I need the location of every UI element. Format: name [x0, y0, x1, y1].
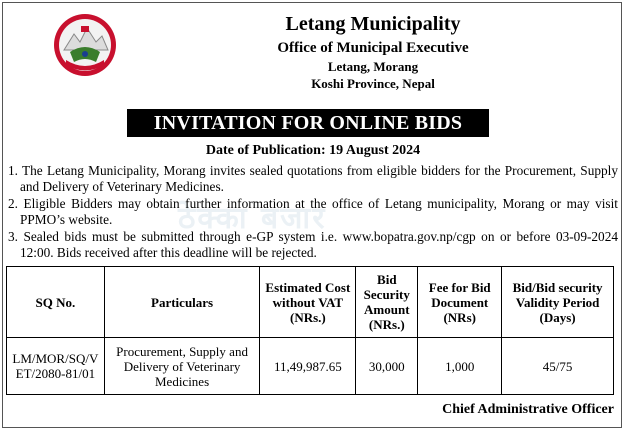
cell-validity: 45/75: [502, 338, 614, 395]
column-header-bid-security: Bid Security Amount (NRs.): [356, 267, 418, 338]
cell-bid-security: 30,000: [356, 338, 418, 395]
organization-name: Letang Municipality: [285, 13, 461, 35]
cell-particulars: Procurement, Supply and Delivery of Veterinary Medicines: [104, 338, 260, 395]
publication-date: Date of Publication: 19 August 2024: [205, 143, 421, 158]
table-row: [7, 338, 614, 395]
letterhead: [120, 12, 626, 92]
column-header-fee: Fee for Bid Document (NRs): [418, 267, 502, 338]
signatory-title: Chief Administrative Officer: [442, 402, 614, 417]
office-name: Office of Municipal Executive: [277, 40, 469, 56]
column-header-estimated-cost: Estimated Cost without VAT (NRs.): [260, 267, 356, 338]
notice-point-1: 1. The Letang Municipality, Morang invites sealed quotations from eligible bidders for the Procurement, Supply and Delivery of Veterinary Medicines.: [8, 163, 618, 194]
address-line-1: Letang, Morang: [327, 59, 419, 74]
notice-point-3: 3. Sealed bids must be submitted through e-GP system i.e. www.bopatra.gov.np/cgp on or before 03-09-2024 12:00. Bids received after this deadline will be rejected.: [8, 229, 618, 260]
cell-sq-no: LM/MOR/SQ/VET/2080-81/01: [7, 338, 105, 395]
notice-title-banner: INVITATION FOR ONLINE BIDS: [127, 109, 489, 137]
cell-estimated-cost: 11,49,987.65: [260, 338, 356, 395]
nepal-emblem-icon: [52, 12, 118, 78]
bid-table: [6, 266, 614, 395]
column-header-sq-no: SQ No.: [7, 267, 105, 338]
table-header-row: [7, 267, 614, 338]
watermark-text: ठेक्का बजार: [178, 201, 327, 236]
notice-point-2: 2. Eligible Bidders may obtain further information at the office of Letang municipality, Morang or may visit PPMO’s website.: [8, 196, 618, 227]
column-header-particulars: Particulars: [104, 267, 260, 338]
notice-points: [8, 163, 618, 262]
cell-fee: 1,000: [418, 338, 502, 395]
address-line-2: Koshi Province, Nepal: [311, 76, 435, 91]
column-header-validity: Bid/Bid security Validity Period (Days): [502, 267, 614, 338]
